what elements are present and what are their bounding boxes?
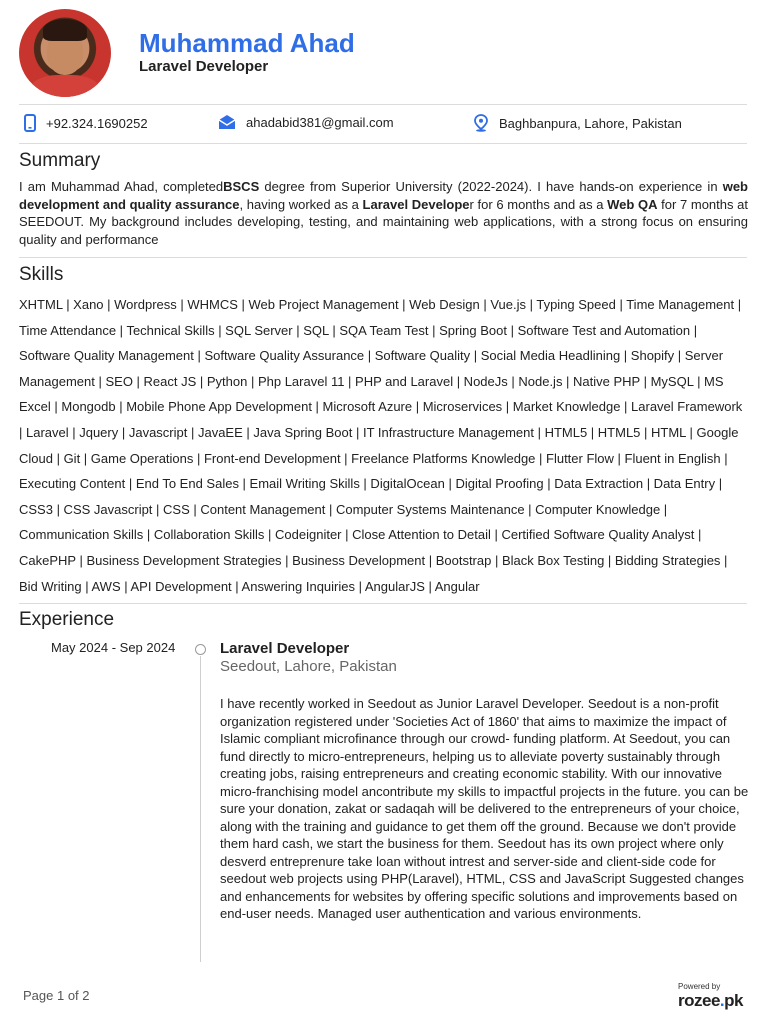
summary-heading: Summary [19, 150, 101, 171]
divider [19, 603, 747, 604]
divider [19, 104, 747, 105]
experience-description: I have recently worked in Seedout as Junior Laravel Developer. Seedout is a non-profit organization registered under 'Societies Act of 1860' that aims to maximize the impact of Islamic compliant microfinance through our crowd- funding platform. At Seedout, you can fund directly to micro-entrepreneurs, helping us to alleviate poverty sustainably through creating jobs, raising entrepreneurs and creating economic stability. With our innovative micro-franchising model ancontribute my skills to impactful projects in the future. you can be sure your donation, zakat or sadaqah will be delivered to the entrepreneurs of your choice, along with the training and guidance to get them off the ground. Because we don't provide them hard cash, we start the business for them. Seedout has its own project where only desverd entreprenure take loan without intrest and server-side and client-side code for seedout web projects using PHP(Laravel), HTML, CSS and JavaScript Suggested changes and enhancements for websites by offering specific solutions and improvements based on end-user needs. Managed user authentication and various environments. [220, 696, 749, 921]
timeline-line [200, 656, 201, 962]
candidate-name: Muhammad Ahad [139, 28, 355, 58]
email-icon [218, 114, 236, 130]
location-pin-icon [473, 114, 489, 132]
brand-logo-text: rozee.pk [678, 991, 743, 1010]
avatar [19, 9, 111, 97]
email-text: ahadabid381@gmail.com [246, 114, 394, 130]
contact-location [473, 114, 682, 132]
summary-text: I am Muhammad Ahad, completedBSCS degree from Superior University (2022-2024). I have hands-on experience in web development and quality assurance, having worked as a Laravel Developer for 6 months and as a Web QA for 7 months at SEEDOUT. My background includes developing, testing, and maintaining web applications, with a strong focus on ensuring quality and performance [19, 179, 749, 247]
page-indicator: Page 1 of 2 [23, 988, 90, 1003]
location-text: Baghbanpura, Lahore, Pakistan [499, 115, 682, 131]
contact-email[interactable] [218, 114, 394, 130]
timeline-dot [195, 644, 206, 655]
experience-heading: Experience [19, 609, 115, 630]
experience-company: Seedout, Lahore, Pakistan [220, 658, 397, 675]
contact-phone[interactable] [24, 114, 148, 132]
powered-by-label: Powered by [678, 982, 721, 991]
divider [19, 143, 747, 144]
experience-dates: May 2024 - Sep 2024 [51, 640, 176, 655]
rozee-logo[interactable] [678, 982, 743, 1011]
experience-role: Laravel Developer [220, 640, 350, 657]
candidate-title: Laravel Developer [139, 58, 269, 75]
skills-heading: Skills [19, 264, 64, 285]
skills-list: XHTML | Xano | Wordpress | WHMCS | Web Project Management | Web Design | Vue.js | Typing Speed | Time Management | Time Attendance | Technical Skills | SQL Server | SQL | SQA Team Test | Spring Boot | Software Test and Automation | Software Quality Management | Software Quality Assurance | Software Quality | Social Media Headlining | Shopify | Server Management | SEO | React JS | Python | Php Laravel 11 | PHP and Laravel | NodeJs | Node.js | Native PHP | MySQL | MS Excel | Mongodb | Mobile Phone App Development | Microsoft Azure | Microservices | Market Knowledge | Laravel Framework | Laravel | Jquery | Javascript | JavaEE | Java Spring Boot | IT Infrastructure Management | HTML5 | HTML5 | HTML | Google Cloud | Git | Game Operations | Front-end Development | Freelance Platforms Knowledge | Flutter Flow | Fluent in English | Executing Content | End To End Sales | Email Writing Skills | DigitalOcean | Digital Proofing | Data Extraction | Data Entry | CSS3 | CSS Javascript | CSS | Content Management | Computer Systems Maintenance | Computer Knowledge | Communication Skills | Collaboration Skills | Codeigniter | Close Attention to Detail | Certified Software Quality Analyst | CakePHP | Business Development Strategies | Business Development | Bootstrap | Black Box Testing | Bidding Strategies | Bid Writing | AWS | API Development | Answering Inquiries | AngularJS | Angular [19, 297, 743, 594]
divider [19, 257, 747, 258]
phone-icon [24, 114, 36, 132]
phone-text: +92.324.1690252 [46, 115, 148, 131]
